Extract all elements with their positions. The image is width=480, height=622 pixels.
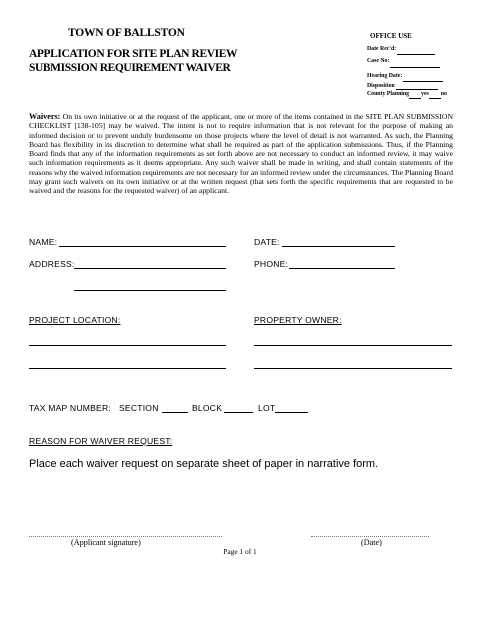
title-line-1: APPLICATION FOR SITE PLAN REVIEW: [29, 48, 238, 60]
waivers-text: On its own initiative or at the request of the applicant, one or more of the items contained in the SITE PLAN SUBMISSION CHECKLIST [138-105] may be waived. The intent is not to require information that is not relevant for the purpose of making an informed decision or to prevent unduly burdensome on those projects where the level of detail is not warranted. As such, the Planning Board has flexibility in its discretion to determine what shall be required as part of the application submissions. Thus, if the Planning Board finds that any of the information requirements as set forth above are not necessary to conduct an informed review, it may waive such information requirements as it deems appropriate. Any such waiver shall be made in writing, and shall contain statements of the reasons why the waived information requirements are not necessary for an informed review under the circumstances. The Planning Board may grant such waivers on its own initiative or at the written request (that sets forth the specific requirements that are requested to be waived and the reasons for the requested waiver) of an applicant.: [29, 112, 453, 196]
case-no-label: Case No:: [367, 58, 390, 64]
hearing-date-label: Hearing Date:: [367, 72, 403, 79]
date-label: DATE:: [254, 237, 280, 247]
date-received-field[interactable]: [397, 49, 435, 55]
section-label: SECTION: [119, 403, 159, 413]
date-received-row: [367, 43, 477, 56]
signature-date-field[interactable]: [311, 536, 429, 537]
disposition-label: Disposition: [367, 83, 395, 89]
office-use-box: [367, 30, 477, 99]
office-use-heading: OFFICE USE: [370, 32, 412, 40]
form-title: [29, 48, 237, 75]
instruction-text: Place each waiver request on separate sheet of paper in narrative form.: [29, 458, 379, 470]
block-label: BLOCK: [192, 403, 223, 413]
project-location-label: PROJECT LOCATION:: [29, 315, 121, 325]
county-no-label: no: [440, 91, 447, 97]
property-owner-field-1[interactable]: [254, 345, 452, 346]
applicant-signature-caption: (Applicant signature): [71, 538, 141, 547]
address-field-line-1[interactable]: [74, 268, 226, 269]
county-no-field[interactable]: [429, 93, 441, 99]
date-received-label: Date Rec'd:: [367, 45, 397, 52]
property-owner-label: PROPERTY OWNER:: [254, 315, 342, 325]
phone-field[interactable]: [289, 268, 395, 269]
disposition-row: [367, 82, 477, 90]
hearing-date-row: [367, 70, 477, 83]
applicant-signature-field[interactable]: [29, 536, 222, 537]
waivers-label: Waivers:: [29, 112, 61, 121]
tax-map-label: TAX MAP NUMBER:: [29, 403, 111, 413]
signature-date-caption: (Date): [361, 538, 382, 547]
property-owner-field-2[interactable]: [254, 368, 452, 369]
date-field[interactable]: [282, 246, 395, 247]
address-label: ADDRESS:: [29, 259, 75, 269]
title-line-2: SUBMISSION REQUIREMENT WAIVER: [29, 61, 231, 74]
name-label: NAME:: [29, 237, 58, 247]
page-number: Page 1 of 1: [223, 547, 257, 556]
name-field[interactable]: [59, 246, 226, 247]
lot-field[interactable]: [275, 412, 308, 413]
reason-label: REASON FOR WAIVER REQUEST:: [29, 436, 173, 446]
county-planning-row: [367, 90, 477, 99]
case-no-row: [367, 55, 477, 68]
block-field[interactable]: [224, 412, 253, 413]
project-location-field-1[interactable]: [29, 345, 226, 346]
phone-label: PHONE:: [254, 259, 289, 269]
case-no-field[interactable]: [390, 62, 440, 68]
town-name: TOWN OF BALLSTON: [68, 27, 185, 39]
hearing-date-field[interactable]: [403, 76, 443, 82]
county-planning-label: County Planning: [367, 91, 410, 97]
section-field[interactable]: [162, 412, 188, 413]
address-field-line-2[interactable]: [74, 290, 226, 291]
county-yes-label: yes: [421, 91, 429, 97]
waivers-paragraph: [29, 112, 453, 196]
project-location-field-2[interactable]: [29, 368, 226, 369]
lot-label: LOT: [258, 403, 276, 413]
county-yes-field[interactable]: [409, 93, 421, 99]
